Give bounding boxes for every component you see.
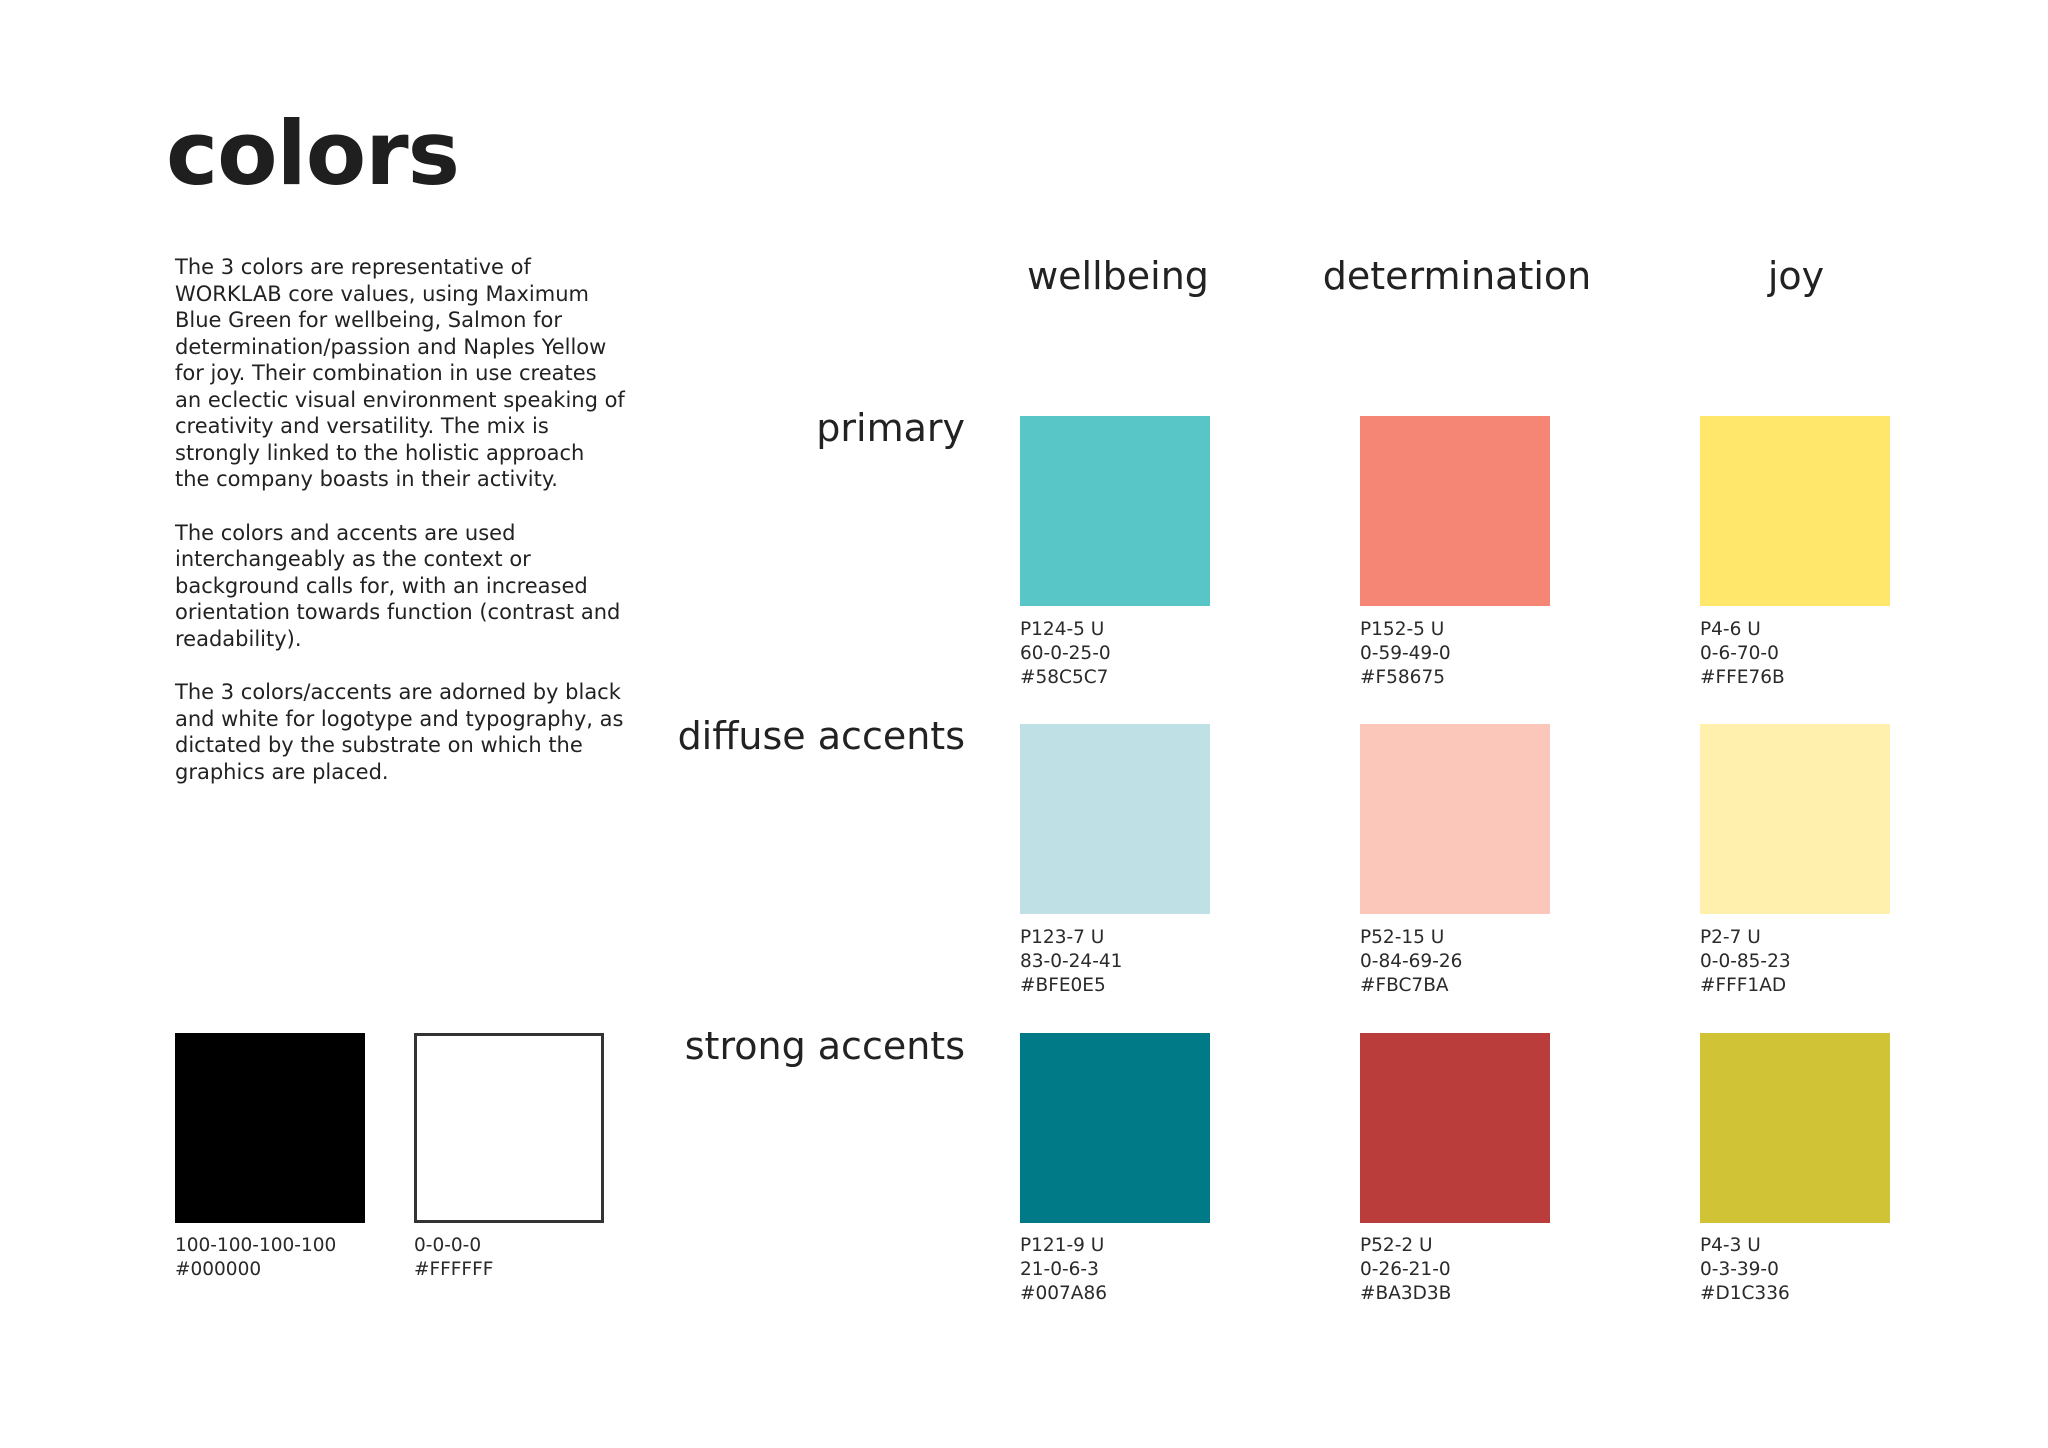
hex-code: #FFF1AD <box>1700 975 1787 996</box>
pantone-code: P121-9 U <box>1020 1235 1105 1256</box>
cmyk-code: 0-84-69-26 <box>1360 951 1463 972</box>
intro-paragraph: The 3 colors are representative of WORKLAB core values, using Maximum Blue Green for wellbeing, Salmon for determination/passion and Naples Yellow for joy. Their combination in use creates an eclectic visual environment speaking of creativity and versatility. The mix is strongly linked to the holistic approach the company boasts in their activity. <box>175 255 625 491</box>
cmyk-code: 100-100-100-100 <box>175 1235 337 1256</box>
pantone-code: P52-15 U <box>1360 927 1445 948</box>
hex-code: #FFE76B <box>1700 667 1785 688</box>
cmyk-code: 83-0-24-41 <box>1020 951 1123 972</box>
code-strong-joy <box>1700 1234 1790 1306</box>
cmyk-code: 0-6-70-0 <box>1700 643 1779 664</box>
swatch-strong-wellbeing <box>1020 1033 1210 1223</box>
column-header-determination: determination <box>1322 254 1592 298</box>
intro-paragraph: The colors and accents are used interchangeably as the context or background calls for, with an increased orientation towards function (contrast and readability). <box>175 520 621 651</box>
code-strong-determination <box>1360 1234 1451 1306</box>
hex-code: #F58675 <box>1360 667 1445 688</box>
pantone-code: P124-5 U <box>1020 619 1105 640</box>
code-primary-joy <box>1700 618 1785 690</box>
pantone-code: P123-7 U <box>1020 927 1105 948</box>
swatch-primary-joy <box>1700 416 1890 606</box>
hex-code: #58C5C7 <box>1020 667 1109 688</box>
hex-code: #D1C336 <box>1700 1283 1790 1304</box>
pantone-code: P4-3 U <box>1700 1235 1761 1256</box>
swatch-diffuse-joy <box>1700 724 1890 914</box>
intro-paragraph: The 3 colors/accents are adorned by black and white for logotype and typography, as dictated by the substrate on which the graphics are placed. <box>175 680 624 784</box>
code-diffuse-joy <box>1700 926 1791 998</box>
swatch-primary-wellbeing <box>1020 416 1210 606</box>
page-title: colors <box>166 102 460 205</box>
pantone-code: P52-2 U <box>1360 1235 1433 1256</box>
row-header-strong-accents: strong accents <box>684 1024 965 1068</box>
code-black <box>175 1234 336 1282</box>
hex-code: #BA3D3B <box>1360 1283 1452 1304</box>
swatch-strong-joy <box>1700 1033 1890 1223</box>
code-diffuse-determination <box>1360 926 1462 998</box>
column-header-wellbeing: wellbeing <box>1027 254 1209 298</box>
code-white <box>414 1234 493 1282</box>
code-diffuse-wellbeing <box>1020 926 1122 998</box>
code-primary-determination <box>1360 618 1451 690</box>
hex-code: #BFE0E5 <box>1020 975 1106 996</box>
swatch-black <box>175 1033 365 1223</box>
hex-code: #FFFFFF <box>414 1259 494 1280</box>
swatch-primary-determination <box>1360 416 1550 606</box>
swatch-diffuse-determination <box>1360 724 1550 914</box>
cmyk-code: 0-26-21-0 <box>1360 1259 1451 1280</box>
cmyk-code: 21-0-6-3 <box>1020 1259 1099 1280</box>
pantone-code: P4-6 U <box>1700 619 1761 640</box>
code-strong-wellbeing <box>1020 1234 1107 1306</box>
row-header-primary: primary <box>816 406 965 450</box>
hex-code: #007A86 <box>1020 1283 1108 1304</box>
cmyk-code: 0-59-49-0 <box>1360 643 1451 664</box>
swatch-white <box>414 1033 604 1223</box>
pantone-code: P2-7 U <box>1700 927 1761 948</box>
swatch-strong-determination <box>1360 1033 1550 1223</box>
cmyk-code: 0-0-85-23 <box>1700 951 1791 972</box>
column-header-joy: joy <box>1767 254 1825 298</box>
cmyk-code: 0-0-0-0 <box>414 1235 482 1256</box>
cmyk-code: 0-3-39-0 <box>1700 1259 1779 1280</box>
hex-code: #000000 <box>175 1259 262 1280</box>
row-header-diffuse-accents: diffuse accents <box>677 714 965 758</box>
swatch-diffuse-wellbeing <box>1020 724 1210 914</box>
cmyk-code: 60-0-25-0 <box>1020 643 1111 664</box>
pantone-code: P152-5 U <box>1360 619 1445 640</box>
code-primary-wellbeing <box>1020 618 1111 690</box>
hex-code: #FBC7BA <box>1360 975 1449 996</box>
